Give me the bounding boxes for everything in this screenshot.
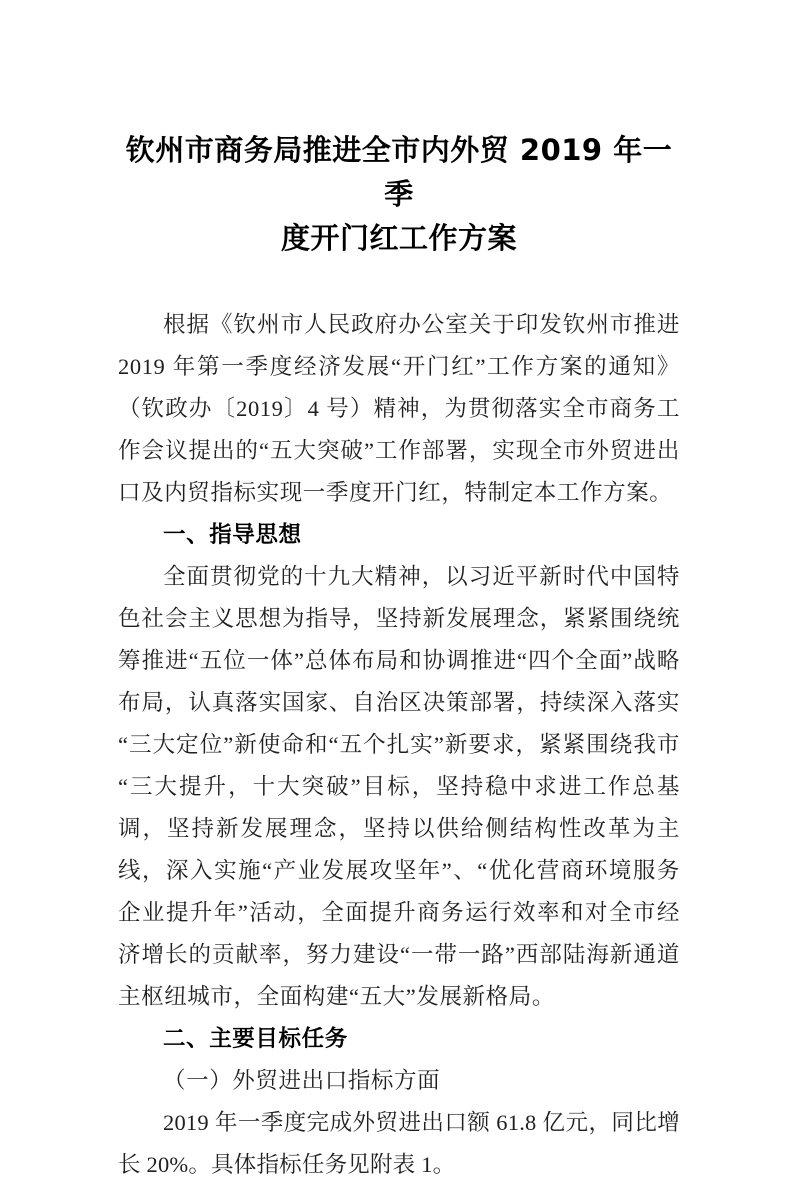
foreign-trade-target-paragraph: 2019 年一季度完成外贸进出口额 61.8 亿元，同比增长 20%。具体指标任务见附表 1。 [118, 1110, 680, 1177]
page-title-line-2: 度开门红工作方案 [280, 221, 517, 255]
page-title [118, 128, 680, 260]
guiding-ideology-paragraph: 全面贯彻党的十九大精神，以习近平新时代中国特色社会主义思想为指导，坚持新发展理念，紧紧围绕统筹推进“五位一体”总体布局和协调推进“四个全面”战略布局，认真落实国家、自治区决策部署，持续深入落实“三大定位”新使命和“五个扎实”新要求，紧紧围绕我市“三大提升，十大突破”目标，坚持稳中求进工作总基调，坚持新发展理念，坚持以供给侧结构性改革为主线，深入实施“产业发展攻坚年”、“优化营商环境服务企业提升年”活动，全面提升商务运行效率和对全市经济增长的贡献率，努力建设“一带一路”西部陆海新通道主枢纽城市，全面构建“五大”发展新格局。 [118, 564, 680, 1009]
page-title-line-1: 钦州市商务局推进全市内外贸 2019 年一季 [125, 133, 673, 211]
section-heading-2: 二、主要目标任务 [163, 1026, 348, 1052]
subsection-heading-1: （一）外贸进出口指标方面 [163, 1068, 441, 1093]
intro-paragraph: 根据《钦州市人民政府办公室关于印发钦州市推进 2019 年第一季度经济发展“开门红”工作方案的通知》（钦政办〔2019〕4 号）精神，为贯彻落实全市商务工作会议提出的“五大突破”工作部署，实现全市外贸进出口及内贸指标实现一季度开门红，特制定本工作方案。 [118, 312, 680, 505]
section-heading-1: 一、指导思想 [163, 522, 302, 548]
document-content [118, 128, 680, 1186]
document-body [118, 304, 680, 1186]
